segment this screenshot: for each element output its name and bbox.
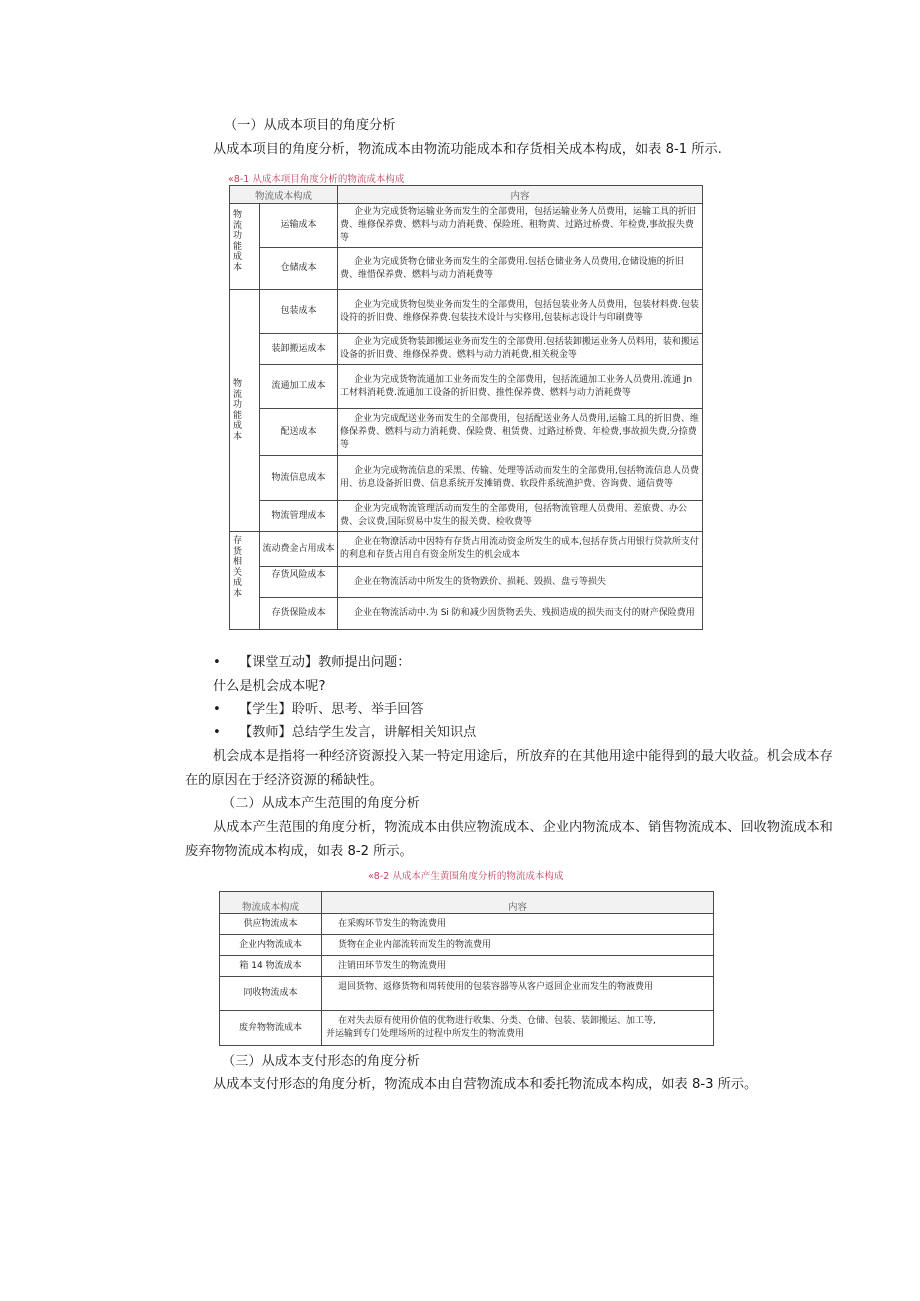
table2-header-content: 内容 <box>322 892 714 914</box>
table1-row-name: 包装成本 <box>260 290 338 334</box>
table1-row-name: 配送成本 <box>260 409 338 456</box>
bullet-icon: • <box>213 725 221 740</box>
table-row <box>220 914 714 935</box>
table-row <box>230 204 703 248</box>
section2-heading: （二）从成本产生范围的角度分析 <box>222 796 420 811</box>
table1-row-content: 企业为完成物流管理活动而发生的全部费用，包括物流管理人员费用、差旅费、办公费、会议费,国际贸易中发生的报关费、检收费等 <box>338 501 703 532</box>
section2-paragraph-line-1: 从成本产生范围的角度分析，物流成本由供应物流成本、企业内物流成本、销售物流成本、回收物流成本和 <box>213 820 833 835</box>
table1-group-logistics-function-2: 物流功能成本 <box>230 290 260 532</box>
section1-heading: （一）从成本项目的角度分析 <box>224 118 396 133</box>
section3-paragraph: 从成本支付形态的角度分析，物流成本由自营物流成本和委托物流成本构成，如表 8-3 所示。 <box>213 1077 758 1092</box>
table1-row-name: 流动费金占用成本 <box>260 532 338 567</box>
table1-row-content: 企业为完成货物流通加工业务而发生的全部费用，包括流通加工业务人员费用.流通 Jn 工材料消耗费.流通加工设备的折旧费、推性保养费、燃料与动力消耗费等 <box>338 365 703 409</box>
table-row <box>220 1011 714 1046</box>
table1-row-content: 企业在物潦活动中因特有存货占用流动资金所发生的成本,包括存货占用银行贷款所支付的利息和存货占用自有资金所发生的机会成本 <box>338 532 703 567</box>
table2-row-content <box>322 1011 714 1046</box>
table2-row-name: 废弁物物流成本 <box>220 1011 322 1046</box>
table1-row-content: 企业为完成货物包奘业务而发生的全部费用，包括包装业务人员费用，包装材料费.包装设符的折旧费、维修保养费.包装技术设计与实修用,包装标志设计与印刷费等 <box>338 290 703 334</box>
table-row <box>230 598 703 630</box>
table1-row-name: 流通加工成本 <box>260 365 338 409</box>
table1-row-content: 企业为完成物流信息的采黑、传输、处理等活动而发生的全部费用,包括物流信息人员费用、彷息设备折旧费、信息系统开发摊销费、软段件系统渔护费、咨询费、通信费等 <box>338 456 703 501</box>
bullet-classroom-interaction: • 【课堂互动】教师提出问题： <box>213 655 411 670</box>
table1-header-composition: 物流成本构成 <box>230 186 338 204</box>
table-row <box>230 290 703 334</box>
table2-row-name: 同收物流成本 <box>220 977 322 1011</box>
section1-paragraph: 从成本项目的角度分析，物流成本由物流功能成本和存货相关成本构成，如表 8-1 所示. <box>213 142 722 157</box>
table-row <box>220 977 714 1011</box>
table1-row-content: 企业在物流活动中所发生的货物跌价、损耗、毁损、盘亏等损失 <box>338 567 703 598</box>
table1-group-inventory: 存货相关成本 <box>230 532 260 630</box>
table-row <box>230 456 703 501</box>
bullet-student: • 【学生】聆听、思考、举手回答 <box>213 702 424 717</box>
table1-row-content: 企业在物流活动中.为 Si 防和减少因货物丢失、残损造成的损失而支付的财产保险费用 <box>338 598 703 630</box>
table2-row-name: 企业内物流成本 <box>220 935 322 956</box>
table1-row-name: 运输成本 <box>260 204 338 248</box>
table1-row-content: 企业为完成货物仓储业务而发生的全部费用.包括仓储业务人员费用,仓储设施的折旧费、维惜保养费、燃料与动力消耗费等 <box>338 248 703 290</box>
table1-row-content: 企业为完成货物装卸搬运业务而发生的全部费用.包括装卸搬运业务人员料用，装和搬运设备的折旧费、维修保养费、燃料与动力消耗费,相关税金等 <box>338 334 703 365</box>
section2-paragraph-line-2: 废弃物物流成本构成，如表 8-2 所示。 <box>185 844 413 859</box>
answer-line-2: 在的原因在于经济资源的稀缺性。 <box>185 773 383 788</box>
table2-row-content-line-2: 并运输到专门处理场所的过程中所发生的物流费用 <box>326 1029 525 1039</box>
table1 <box>229 185 703 630</box>
table2-row-content: 退回货物、返修货物和周转使用的包装容器等从客户返回企业而发生的物液费用 <box>322 977 714 1011</box>
table-row <box>230 334 703 365</box>
table1-row-content: 企业为完成配送业务而发生的全部费用，包括配送业务人员费用,运输工具的折旧费、维修保养费、燃料与动力消耗费、保险费、租赁费、过路过桥费、年检费,事故损失费,分捺费等 <box>338 409 703 456</box>
table-row <box>230 365 703 409</box>
table-row <box>230 532 703 567</box>
table-row <box>220 935 714 956</box>
table1-row-content: 企业为完成货物运输业务而发生的全部费用，包括运输业务人员费用，运输工具的折旧费、维修保养费、燃料与动力消耗费、保险班、租物黄、过路过桥费、年检费,事故报失费等 <box>338 204 703 248</box>
table-row <box>230 248 703 290</box>
table2-header-composition: 物流成本构成 <box>220 892 322 914</box>
question-text: 什么是机会成本呢? <box>213 679 326 694</box>
bullet-teacher: • 【教师】总结学生发言，讲解相关知识点 <box>213 725 477 740</box>
table1-group-logistics-function-1: 物流功能成本 <box>230 204 260 290</box>
answer-line-1: 机会成本是指将一种经济资源投入某一特定用途后，所放弃的在其他用途中能得到的最大收益。机会成本存 <box>213 749 833 764</box>
table2-row-content: 注销田环节发生的物流费用 <box>322 956 714 977</box>
table-row <box>220 956 714 977</box>
table2-row-content: 货物在企业内部流转而发生的物流费用 <box>322 935 714 956</box>
table2-caption: «8-2 从成本产生黄围角度分析的物流成本构成 <box>368 871 564 882</box>
bullet-icon: • <box>213 702 221 717</box>
table1-row-name: 物流信息成本 <box>260 456 338 501</box>
table1-row-name: 存货风险成本 <box>260 567 338 598</box>
table1-caption: «8-1 从成本项目角度分析的物流成本构成 <box>228 174 405 185</box>
table2-row-name: 供应物流成本 <box>220 914 322 935</box>
table2 <box>219 891 714 1046</box>
table1-header-content: 内容 <box>338 186 703 204</box>
table1-row-name: 存货保险成本 <box>260 598 338 630</box>
table1-row-name: 装卸搬运成本 <box>260 334 338 365</box>
table2-row-name: 箱 14 物流成本 <box>220 956 322 977</box>
table2-row-content: 在采购环节发生的物流费用 <box>322 914 714 935</box>
table-row <box>230 567 703 598</box>
table2-row-content-line-1: 在对失去原有使用价值的优物进行收集、分类、仓储、包装、装卸搬运、加工等, <box>338 1016 656 1026</box>
section3-heading: （三）从成本支付形态的角度分析 <box>222 1054 420 1069</box>
table-row <box>230 409 703 456</box>
table-row <box>230 501 703 532</box>
table1-row-name: 仓储成本 <box>260 248 338 290</box>
table1-row-name: 物流管理成本 <box>260 501 338 532</box>
bullet-icon: • <box>213 655 221 670</box>
